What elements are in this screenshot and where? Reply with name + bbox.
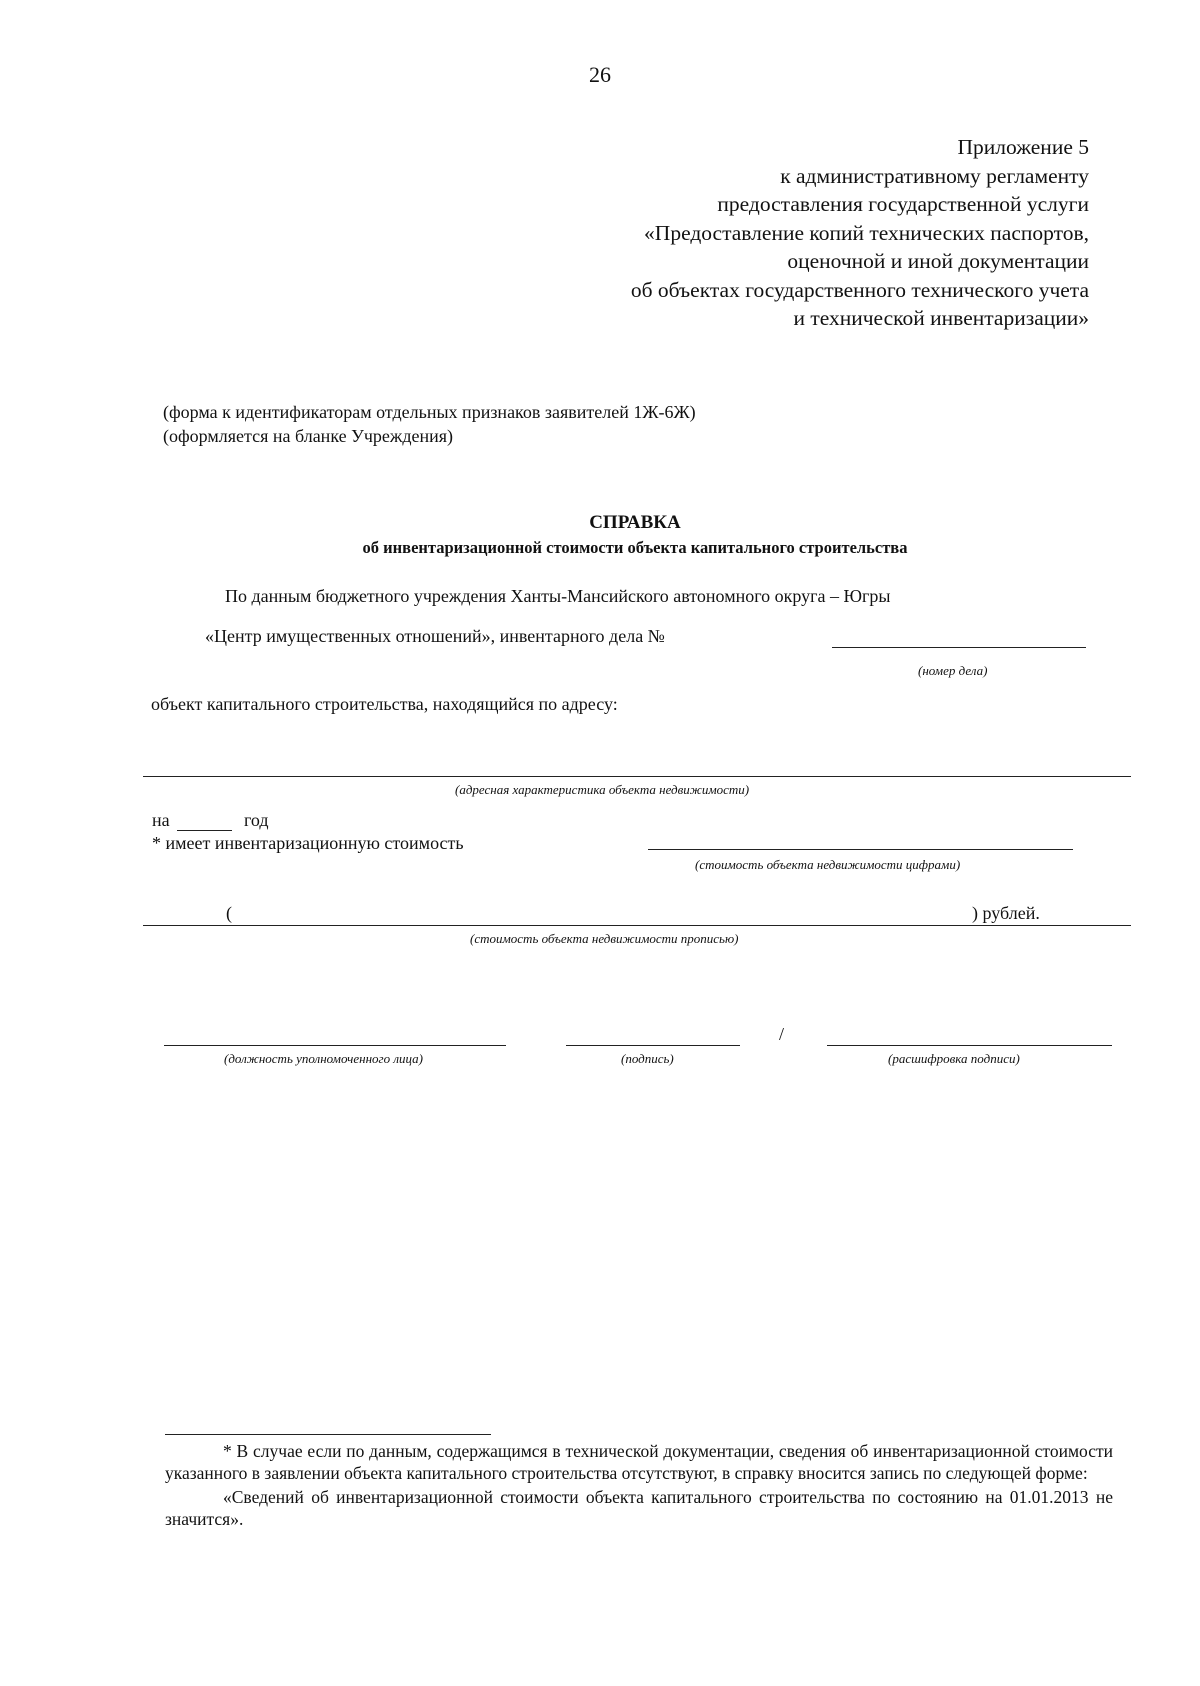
case-number-caption: (номер дела) <box>918 663 988 678</box>
appendix-line: и технической инвентаризации» <box>793 306 1089 330</box>
slash-separator: / <box>779 1024 785 1044</box>
position-caption: (должность уполномоченного лица) <box>224 1051 423 1066</box>
cost-digits-caption: (стоимость объекта недвижимости цифрами) <box>695 857 961 872</box>
appendix-line: об объектах государственного технического учета <box>630 277 1089 302</box>
inventory-case-line: «Центр имущественных отношений», инвентарного дела № <box>205 626 665 646</box>
position-field[interactable] <box>164 1045 506 1046</box>
signature-caption: (подпись) <box>621 1051 674 1066</box>
institution-line: По данным бюджетного учреждения Ханты-Мансийского автономного округа – Югры <box>225 586 891 606</box>
appendix-line: предоставления государственной услуги <box>717 192 1089 216</box>
appendix-line: Приложение 5 <box>957 135 1089 159</box>
year-field[interactable] <box>177 830 232 831</box>
cost-statement: * имеет инвентаризационную стоимость <box>152 833 464 853</box>
footnote-paragraph: «Сведений об инвентаризационной стоимости объекта капитального строительства по состоянию на 01.01.2013 не значится». <box>165 1487 1113 1529</box>
signature-decoding-field[interactable] <box>827 1045 1112 1046</box>
appendix-header <box>449 133 1089 333</box>
signature-field[interactable] <box>566 1045 740 1046</box>
on-prefix: на <box>152 810 170 830</box>
case-number-field[interactable] <box>832 647 1086 648</box>
form-note-line: (форма к идентификаторам отдельных признаков заявителей 1Ж-6Ж) <box>163 402 696 422</box>
appendix-line: оценочной и иной документации <box>787 249 1089 273</box>
signature-decoding-caption: (расшифровка подписи) <box>888 1051 1020 1066</box>
footnote <box>165 1440 1113 1530</box>
form-note-line: (оформляется на бланке Учреждения) <box>163 426 454 446</box>
cost-words-caption: (стоимость объекта недвижимости прописью) <box>470 931 739 946</box>
document-title: СПРАВКА <box>589 512 681 533</box>
address-field[interactable] <box>143 776 1131 777</box>
cost-words-field[interactable] <box>143 925 1131 926</box>
rubles-suffix: ) рублей. <box>972 903 1040 923</box>
appendix-line: к административному регламенту <box>780 163 1089 188</box>
page-number: 26 <box>589 62 611 87</box>
address-caption: (адресная характеристика объекта недвижимости) <box>455 782 750 797</box>
form-note <box>163 400 696 448</box>
appendix-line: «Предоставление копий технических паспортов, <box>644 220 1089 245</box>
object-address-line: объект капитального строительства, находящийся по адресу: <box>151 694 618 714</box>
document-subtitle: об инвентаризационной стоимости объекта капитального строительства <box>362 538 908 557</box>
paren-open: ( <box>226 903 232 923</box>
cost-digits-field[interactable] <box>648 849 1073 850</box>
footnote-paragraph: * В случае если по данным, содержащимся в технической документации, сведения об инвентаризационной стоимости указанного в заявлении объекта капитального строительства отсутствуют, в справку вносится запись по следующей форме: <box>165 1441 1113 1483</box>
year-word: год <box>244 810 269 830</box>
footnote-separator <box>165 1434 491 1435</box>
